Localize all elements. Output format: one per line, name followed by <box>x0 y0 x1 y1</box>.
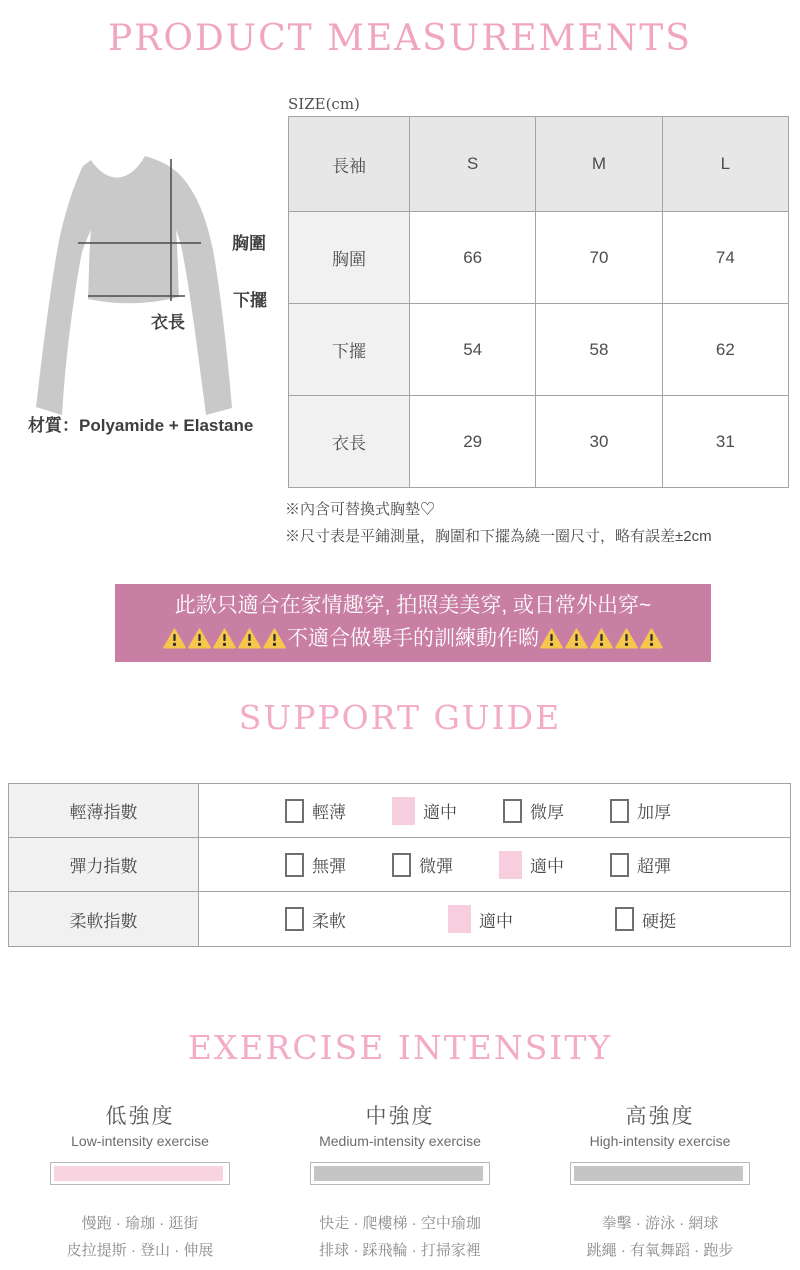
support-guide-title: SUPPORT GUIDE <box>238 698 562 737</box>
checkbox-unchecked-icon <box>610 799 629 823</box>
size-table <box>288 116 789 488</box>
option-label: 適中 <box>423 803 457 822</box>
size-value-cell: 66 <box>410 212 536 304</box>
warning-icon <box>263 628 286 649</box>
size-header-cell: 長袖 <box>289 117 410 212</box>
diagram-chest-label: 胸圍 <box>232 234 266 253</box>
option-label: 適中 <box>530 857 564 876</box>
note-line: ※內含可替換式胸墊♡ <box>285 501 436 518</box>
warning-icon <box>565 628 588 649</box>
checkbox-unchecked-icon <box>610 853 629 877</box>
support-row-softness <box>9 892 790 946</box>
level-activities <box>275 1210 525 1264</box>
support-row-thickness <box>9 784 790 838</box>
support-option <box>610 798 671 823</box>
banner-line-1: 此款只適合在家情趣穿, 拍照美美穿, 或日常外出穿~ <box>174 594 652 617</box>
garment-shape <box>36 156 232 415</box>
intensity-bar-fill <box>574 1166 743 1181</box>
warning-icon <box>238 628 261 649</box>
diagram-length-label: 衣長 <box>151 313 185 332</box>
warning-icon <box>615 628 638 649</box>
size-value-cell: 54 <box>410 304 536 396</box>
level-activities <box>15 1210 265 1264</box>
warning-icon <box>163 628 186 649</box>
size-value-cell: 58 <box>536 304 662 396</box>
warning-icon <box>640 628 663 649</box>
banner-line-2 <box>115 622 711 655</box>
support-option <box>392 852 453 877</box>
activities-line: 跳繩 · 有氧舞蹈 · 跑步 <box>586 1242 734 1259</box>
size-value-cell: 70 <box>536 212 662 304</box>
size-unit-label: SIZE(cm) <box>288 95 360 113</box>
warning-icon <box>213 628 236 649</box>
support-options <box>199 838 790 891</box>
checkbox-unchecked-icon <box>285 799 304 823</box>
warning-icon <box>590 628 613 649</box>
support-options <box>199 892 790 946</box>
size-table-row <box>289 212 789 304</box>
size-header-cell: L <box>662 117 788 212</box>
activities-line: 皮拉提斯 · 登山 · 伸展 <box>66 1242 214 1259</box>
size-value-cell: 30 <box>536 396 662 488</box>
diagram-hem-label: 下擺 <box>233 291 267 310</box>
size-header-cell: M <box>536 117 662 212</box>
level-title-zh: 低強度 <box>105 1105 175 1128</box>
level-title-en: High-intensity exercise <box>589 1133 731 1149</box>
warning-icon <box>188 628 211 649</box>
level-title-zh: 高強度 <box>625 1105 695 1128</box>
checkbox-selected-icon <box>499 851 522 879</box>
size-header-cell: S <box>410 117 536 212</box>
support-option <box>503 798 564 823</box>
checkbox-unchecked-icon <box>392 853 411 877</box>
activities-line: 慢跑 · 瑜珈 · 逛街 <box>81 1215 199 1232</box>
size-table-row <box>289 304 789 396</box>
page-title: PRODUCT MEASUREMENTS <box>108 18 692 59</box>
level-medium <box>275 1100 525 1264</box>
size-row-label: 胸圍 <box>289 212 410 304</box>
support-row-elasticity <box>9 838 790 892</box>
option-label: 加厚 <box>637 803 671 822</box>
option-label: 柔軟 <box>312 911 346 931</box>
option-label: 無彈 <box>312 857 346 876</box>
support-row-label: 彈力指數 <box>9 838 199 891</box>
support-option <box>610 852 671 877</box>
option-label: 適中 <box>479 911 513 931</box>
exercise-levels <box>15 1100 785 1264</box>
note-line: ※尺寸表是平鋪測量，胸圍和下擺為繞一圈尺寸，略有誤差±2cm <box>285 528 712 545</box>
size-value-cell: 74 <box>662 212 788 304</box>
support-row-label: 柔軟指數 <box>9 892 199 946</box>
level-high <box>535 1100 785 1264</box>
level-title-en: Low-intensity exercise <box>71 1133 209 1149</box>
support-option-selected <box>499 851 564 879</box>
level-title-zh: 中強度 <box>365 1105 435 1128</box>
warning-icon <box>540 628 563 649</box>
size-table-header-row <box>289 117 789 212</box>
size-value-cell: 29 <box>410 396 536 488</box>
support-row-label: 輕薄指數 <box>9 784 199 837</box>
support-guide-table <box>8 783 791 947</box>
size-row-label: 衣長 <box>289 396 410 488</box>
option-label: 微彈 <box>419 857 453 876</box>
size-value-cell: 62 <box>662 304 788 396</box>
intensity-bar <box>310 1162 490 1185</box>
material-text: 材質：Polyamide + Elastane <box>28 416 254 435</box>
size-row-label: 下擺 <box>289 304 410 396</box>
activities-line: 排球 · 踩飛輪 · 打掃家裡 <box>319 1242 481 1259</box>
checkbox-unchecked-icon <box>285 907 304 931</box>
level-low <box>15 1100 265 1264</box>
size-notes <box>285 496 712 550</box>
support-option <box>285 798 346 823</box>
intensity-bar <box>570 1162 750 1185</box>
checkbox-unchecked-icon <box>285 853 304 877</box>
banner-line-2-text: 不適合做舉手的訓練動作喲 <box>287 627 539 650</box>
option-label: 硬挺 <box>642 911 676 931</box>
option-label: 微厚 <box>530 803 564 822</box>
option-label: 超彈 <box>637 857 671 876</box>
level-activities <box>535 1210 785 1264</box>
size-value-cell: 31 <box>662 396 788 488</box>
intensity-bar-fill <box>314 1166 483 1181</box>
support-option <box>285 907 346 932</box>
option-label: 輕薄 <box>312 803 346 822</box>
intensity-bar <box>50 1162 230 1185</box>
warning-banner <box>115 584 711 662</box>
checkbox-selected-icon <box>448 905 471 933</box>
support-option <box>285 852 346 877</box>
checkbox-selected-icon <box>392 797 415 825</box>
checkbox-unchecked-icon <box>503 799 522 823</box>
size-table-row <box>289 396 789 488</box>
support-option-selected <box>448 905 513 933</box>
checkbox-unchecked-icon <box>615 907 634 931</box>
support-option-selected <box>392 797 457 825</box>
support-option <box>615 907 676 932</box>
activities-line: 快走 · 爬樓梯 · 空中瑜珈 <box>319 1215 481 1232</box>
exercise-intensity-title: EXERCISE INTENSITY <box>187 1028 613 1067</box>
intensity-bar-fill <box>54 1166 223 1181</box>
activities-line: 拳擊 · 游泳 · 網球 <box>601 1215 719 1232</box>
support-options <box>199 784 790 837</box>
garment-diagram <box>25 138 245 438</box>
level-title-en: Medium-intensity exercise <box>319 1133 481 1149</box>
